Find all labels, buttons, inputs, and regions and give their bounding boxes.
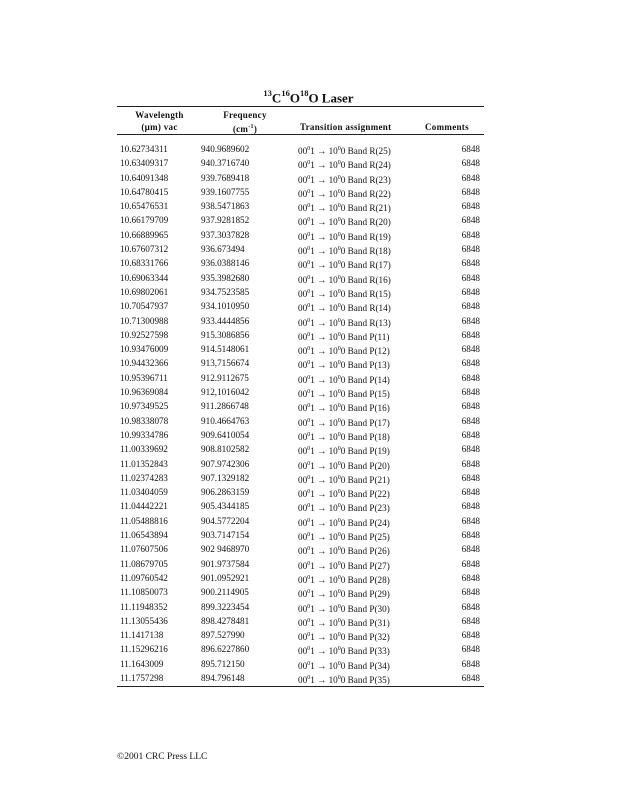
table-row — [117, 356, 484, 370]
transition-cell: $00^01 \to 10^00$ Band R(19) — [298, 231, 391, 242]
comment-cell: 6848 — [461, 344, 480, 355]
comment-cell: 6848 — [461, 387, 480, 398]
branch-label: R(19) — [369, 231, 391, 242]
wavelength-cell: 11.06543894 — [120, 530, 168, 541]
wavelength-cell: 10.93476009 — [120, 344, 169, 355]
wavelength-cell: 10.63409317 — [120, 158, 169, 169]
transition-cell: $00^01 \to 10^00$ Band P(33) — [298, 646, 390, 657]
table-row — [117, 371, 484, 385]
frequency-cell: 907.1329182 — [201, 472, 250, 483]
header-wavelength: Wavelength (µm) vac — [135, 110, 184, 132]
transition-cell: $00^01 \to 10^00$ Band R(22) — [298, 188, 391, 199]
wavelength-cell: 11.02374283 — [120, 472, 168, 483]
table-row — [117, 142, 484, 156]
branch-label: P(32) — [369, 632, 390, 643]
table-row — [117, 171, 484, 185]
transition-cell: $00^01 \to 10^00$ Band R(17) — [298, 260, 391, 271]
branch-label: P(17) — [369, 417, 390, 428]
transition-cell: $00^01 \to 10^00$ Band R(20) — [298, 217, 391, 228]
branch-label: P(15) — [369, 389, 390, 400]
comment-cell: 6848 — [461, 415, 480, 426]
table-row — [117, 342, 484, 356]
table-row — [117, 199, 484, 213]
branch-label: P(26) — [369, 546, 390, 557]
frequency-cell: 911.2866748 — [201, 401, 249, 412]
branch-label: P(24) — [369, 517, 390, 528]
branch-label: P(12) — [369, 346, 390, 357]
wavelength-cell: 10.71300988 — [120, 315, 169, 326]
comment-cell: 6848 — [461, 272, 480, 283]
frequency-cell: 897.527990 — [201, 630, 245, 641]
comment-cell: 6848 — [461, 672, 480, 683]
frequency-cell: 935.3982680 — [201, 272, 250, 283]
transition-cell: $00^01 \to 10^00$ Band P(11) — [298, 331, 390, 342]
comment-cell: 6848 — [461, 644, 480, 655]
branch-label: P(35) — [369, 675, 390, 686]
wavelength-cell: 11.03404059 — [120, 487, 168, 498]
comment-cell: 6848 — [461, 615, 480, 626]
frequency-cell: 901.0952921 — [201, 572, 250, 583]
comment-cell: 6848 — [461, 244, 480, 255]
branch-label: P(33) — [369, 646, 390, 657]
comment-cell: 6848 — [461, 286, 480, 297]
frequency-cell: 896.6227860 — [201, 644, 250, 655]
wavelength-cell: 10.67607312 — [120, 244, 169, 255]
wavelength-cell: 10.69802061 — [120, 286, 169, 297]
frequency-cell: 937.3037828 — [201, 229, 250, 240]
wavelength-cell: 11.00339692 — [120, 444, 168, 455]
transition-cell: $00^01 \to 10^00$ Band P(29) — [298, 589, 390, 600]
comment-cell: 6848 — [461, 530, 480, 541]
transition-cell: $00^01 \to 10^00$ Band R(21) — [298, 203, 391, 214]
comment-cell: 6848 — [461, 587, 480, 598]
wavelength-cell: 11.04442221 — [120, 501, 168, 512]
frequency-cell: 895.712150 — [201, 658, 245, 669]
frequency-cell: 934.7523585 — [201, 286, 250, 297]
comment-cell: 6848 — [461, 372, 480, 383]
frequency-cell: 933.4444856 — [201, 315, 250, 326]
comment-cell: 6848 — [461, 358, 480, 369]
transition-cell: $00^01 \to 10^00$ Band P(15) — [298, 389, 390, 400]
table-body — [117, 142, 484, 685]
table-row — [117, 457, 484, 471]
branch-label: P(21) — [369, 474, 390, 485]
wavelength-cell: 10.95396711 — [120, 372, 168, 383]
table-row — [117, 242, 484, 256]
wavelength-cell: 10.62734311 — [120, 144, 168, 154]
comment-cell: 6848 — [461, 572, 480, 583]
branch-label: R(23) — [369, 174, 391, 185]
table-row — [117, 600, 484, 614]
wavelength-cell: 11.13055436 — [120, 615, 168, 626]
branch-label: R(17) — [369, 260, 391, 271]
branch-label: R(15) — [369, 289, 391, 300]
transition-cell: $00^01 \to 10^00$ Band P(34) — [298, 660, 390, 671]
frequency-cell: 934.1010950 — [201, 301, 250, 312]
bottom-rule — [117, 686, 484, 687]
branch-label: P(14) — [369, 374, 390, 385]
branch-label: P(20) — [369, 460, 390, 471]
transition-cell: $00^01 \to 10^00$ Band P(17) — [298, 417, 390, 428]
frequency-cell: 937.9281852 — [201, 215, 250, 226]
branch-label: R(18) — [369, 246, 391, 257]
branch-label: P(28) — [369, 574, 390, 585]
comment-cell: 6848 — [461, 601, 480, 612]
branch-label: R(21) — [369, 203, 391, 214]
wavelength-cell: 10.68331766 — [120, 258, 169, 269]
wavelength-cell: 11.01352843 — [120, 458, 168, 469]
branch-label: R(16) — [369, 274, 391, 285]
transition-cell: $00^01 \to 10^00$ Band P(22) — [298, 489, 390, 500]
branch-label: R(14) — [369, 303, 391, 314]
transition-cell: $00^01 \to 10^00$ Band P(19) — [298, 446, 390, 457]
table-row — [117, 328, 484, 342]
wavelength-cell: 10.66179709 — [120, 215, 169, 226]
wavelength-cell: 10.97349525 — [120, 401, 169, 412]
transition-cell: $00^01 \to 10^00$ Band R(14) — [298, 303, 391, 314]
branch-label: P(13) — [369, 360, 390, 371]
wavelength-cell: 11.1417138 — [120, 630, 164, 641]
frequency-cell: 940.9689602 — [201, 144, 250, 154]
transition-cell: $00^01 \to 10^00$ Band R(24) — [298, 160, 391, 171]
transition-cell: $00^01 \to 10^00$ Band P(27) — [298, 560, 390, 571]
frequency-cell: 936.0388146 — [201, 258, 250, 269]
comment-cell: 6848 — [461, 301, 480, 312]
branch-label: P(27) — [369, 560, 390, 571]
transition-cell: $00^01 \to 10^00$ Band P(21) — [298, 474, 390, 485]
table-row — [117, 442, 484, 456]
frequency-cell: 898.4278481 — [201, 615, 250, 626]
wavelength-cell: 11.10850073 — [120, 587, 168, 598]
transition-cell: $00^01 \to 10^00$ Band P(30) — [298, 603, 390, 614]
frequency-cell: 909.6410054 — [201, 429, 250, 440]
table-title: $^{13}C^{16}O^{18}O$ Laser — [263, 88, 354, 106]
frequency-cell: 938.5471863 — [201, 201, 250, 212]
transition-cell: $00^01 \to 10^00$ Band P(18) — [298, 431, 390, 442]
table-row — [117, 428, 484, 442]
copyright-footer: ©2001 CRC Press LLC — [117, 752, 208, 762]
comment-cell: 6848 — [461, 258, 480, 269]
transition-cell: $00^01 \to 10^00$ Band P(16) — [298, 403, 390, 414]
table-row — [117, 271, 484, 285]
frequency-cell: 912.9112675 — [201, 372, 249, 383]
wavelength-cell: 11.15296216 — [120, 644, 168, 655]
table-row — [117, 414, 484, 428]
table-row — [117, 571, 484, 585]
top-rule — [117, 106, 484, 107]
wavelength-cell: 10.94432366 — [120, 358, 169, 369]
wavelength-cell: 11.07607506 — [120, 544, 168, 555]
table-row — [117, 299, 484, 313]
comment-cell: 6848 — [461, 658, 480, 669]
transition-cell: $00^01 \to 10^00$ Band R(16) — [298, 274, 391, 285]
wavelength-cell: 10.64780415 — [120, 186, 169, 197]
transition-cell: $00^01 \to 10^00$ Band P(20) — [298, 460, 390, 471]
comment-cell: 6848 — [461, 158, 480, 169]
header-frequency: Frequency $(cm^{-1})$ — [223, 110, 267, 134]
table-row — [117, 514, 484, 528]
transition-cell: $00^01 \to 10^00$ Band P(24) — [298, 517, 390, 528]
wavelength-cell: 10.92527598 — [120, 329, 169, 340]
table-row — [117, 471, 484, 485]
frequency-cell: 903.7147154 — [201, 530, 250, 541]
comment-cell: 6848 — [461, 401, 480, 412]
transition-cell: $00^01 \to 10^00$ Band R(25) — [298, 146, 391, 157]
branch-label: R(25) — [369, 146, 391, 157]
table-row — [117, 671, 484, 685]
table-row — [117, 542, 484, 556]
table-row — [117, 642, 484, 656]
frequency-cell: 940.3716740 — [201, 158, 250, 169]
wavelength-cell: 11.1757298 — [120, 672, 164, 683]
branch-label: P(22) — [369, 489, 390, 500]
branch-label: P(18) — [369, 432, 390, 442]
frequency-cell: 912,1016042 — [201, 387, 250, 398]
branch-label: P(23) — [369, 503, 390, 514]
table-row — [117, 657, 484, 671]
comment-cell: 6848 — [461, 172, 480, 183]
wavelength-cell: 10.99334786 — [120, 429, 169, 440]
table-row — [117, 499, 484, 513]
wavelength-cell: 10.64091348 — [120, 172, 169, 183]
comment-cell: 6848 — [461, 315, 480, 326]
frequency-cell: 899.3223454 — [201, 601, 250, 612]
table-row — [117, 614, 484, 628]
comment-cell: 6848 — [461, 201, 480, 212]
table-row — [117, 399, 484, 413]
frequency-cell: 910.4664763 — [201, 415, 250, 426]
wavelength-cell: 10.65476531 — [120, 201, 169, 212]
wavelength-cell: 11.09760542 — [120, 572, 168, 583]
wavelength-cell: 10.96369084 — [120, 387, 169, 398]
branch-label: R(24) — [369, 160, 391, 171]
transition-cell: $00^01 \to 10^00$ Band P(32) — [298, 632, 390, 643]
wavelength-cell: 10.98338078 — [120, 415, 169, 426]
wavelength-cell: 11.11948352 — [120, 601, 168, 612]
comment-cell: 6848 — [461, 558, 480, 569]
comment-cell: 6848 — [461, 458, 480, 469]
transition-cell: $00^01 \to 10^00$ Band R(23) — [298, 174, 391, 185]
branch-label: P(25) — [369, 532, 390, 543]
branch-label: R(22) — [369, 188, 391, 199]
wavelength-cell: 11.1643009 — [120, 658, 164, 669]
frequency-cell: 906.2863159 — [201, 487, 250, 498]
frequency-cell: 939.7689418 — [201, 172, 250, 183]
header-comments: Comments — [425, 122, 469, 132]
wavelength-cell: 11.08679705 — [120, 558, 168, 569]
frequency-cell: 915.3086856 — [201, 329, 250, 340]
header-rule — [117, 134, 484, 135]
transition-cell: $00^01 \to 10^00$ Band R(13) — [298, 317, 391, 328]
frequency-cell: 894.796148 — [201, 672, 245, 683]
table-row — [117, 585, 484, 599]
comment-cell: 6848 — [461, 515, 480, 526]
comment-cell: 6848 — [461, 487, 480, 498]
header-transition: Transition assignment — [300, 122, 392, 132]
wavelength-cell: 10.70547937 — [120, 301, 169, 312]
wavelength-cell: 10.69063344 — [120, 272, 169, 283]
comment-cell: 6848 — [461, 429, 480, 440]
comment-cell: 6848 — [461, 501, 480, 512]
branch-label: P(30) — [369, 603, 390, 614]
transition-cell: $00^01 \to 10^00$ Band P(28) — [298, 574, 390, 585]
table-row — [117, 256, 484, 270]
frequency-cell: 914.5148061 — [201, 344, 250, 355]
transition-cell: $00^01 \to 10^00$ Band P(14) — [298, 374, 390, 385]
branch-label: P(34) — [369, 660, 390, 671]
table-row — [117, 314, 484, 328]
table-row — [117, 628, 484, 642]
table-row — [117, 528, 484, 542]
frequency-cell: 939.1607755 — [201, 186, 250, 197]
branch-label: R(13) — [369, 317, 391, 328]
table-row — [117, 557, 484, 571]
frequency-cell: 902 9468970 — [201, 544, 250, 555]
table-row — [117, 228, 484, 242]
table-row — [117, 213, 484, 227]
branch-label: P(11) — [369, 331, 390, 342]
branch-label: P(16) — [369, 403, 390, 414]
transition-cell: $00^01 \to 10^00$ Band P(35) — [298, 674, 390, 686]
transition-cell: $00^01 \to 10^00$ Band P(23) — [298, 503, 390, 514]
table-row — [117, 385, 484, 399]
branch-label: R(20) — [369, 217, 391, 228]
frequency-cell: 907.9742306 — [201, 458, 250, 469]
frequency-cell: 904.5772204 — [201, 515, 250, 526]
branch-label: P(19) — [369, 446, 390, 457]
wavelength-cell: 11.05488816 — [120, 515, 168, 526]
transition-cell: $00^01 \to 10^00$ Band P(12) — [298, 346, 390, 357]
frequency-cell: 908.8102582 — [201, 444, 250, 455]
frequency-cell: 913,7156674 — [201, 358, 250, 369]
comment-cell: 6848 — [461, 544, 480, 555]
transition-cell: $00^01 \to 10^00$ Band R(15) — [298, 288, 391, 300]
table-row — [117, 156, 484, 170]
frequency-cell: 936.673494 — [201, 244, 245, 255]
comment-cell: 6848 — [461, 186, 480, 197]
branch-label: P(31) — [369, 617, 390, 628]
comment-cell: 6848 — [461, 215, 480, 226]
transition-cell: $00^01 \to 10^00$ Band P(25) — [298, 532, 390, 543]
transition-cell: $00^01 \to 10^00$ Band P(31) — [298, 617, 390, 628]
comment-cell: 6848 — [461, 144, 480, 154]
comment-cell: 6848 — [461, 329, 480, 340]
transition-cell: $00^01 \to 10^00$ Band P(26) — [298, 546, 390, 557]
branch-label: P(29) — [369, 589, 390, 600]
transition-cell: $00^01 \to 10^00$ Band R(18) — [298, 246, 391, 257]
table-row — [117, 485, 484, 499]
comment-cell: 6848 — [461, 229, 480, 240]
comment-cell: 6848 — [461, 444, 480, 455]
comment-cell: 6848 — [461, 472, 480, 483]
frequency-cell: 900.2114905 — [201, 587, 249, 598]
frequency-cell: 901.9737584 — [201, 558, 250, 569]
table-row — [117, 285, 484, 299]
wavelength-cell: 10.66889965 — [120, 229, 169, 240]
frequency-cell: 905.4344185 — [201, 501, 250, 512]
transition-cell: $00^01 \to 10^00$ Band P(13) — [298, 360, 390, 371]
comment-cell: 6848 — [461, 630, 480, 641]
table-row — [117, 185, 484, 199]
